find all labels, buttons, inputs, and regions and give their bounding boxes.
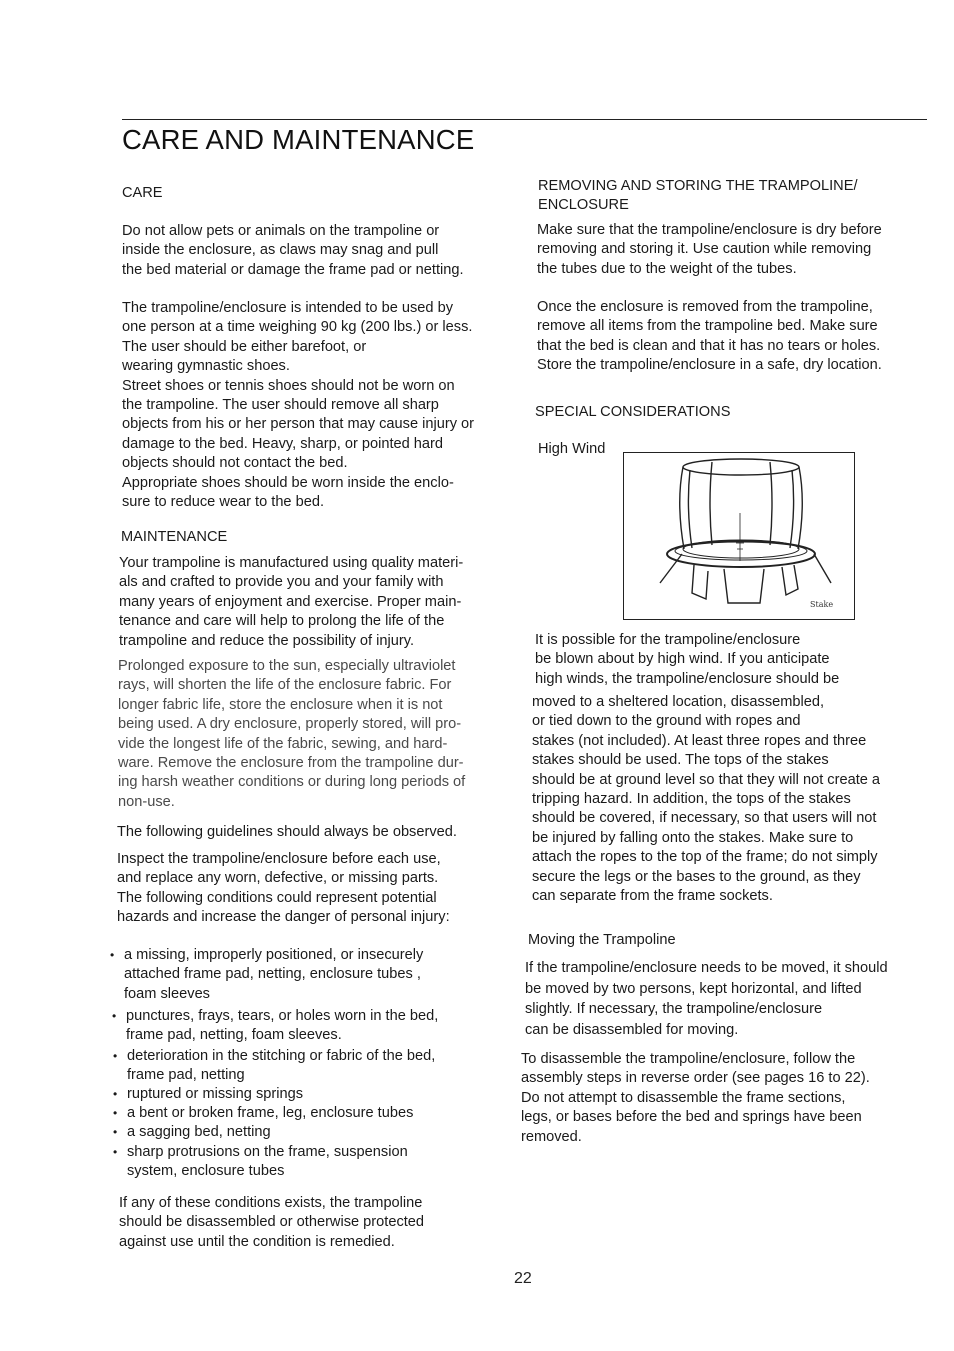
hazard-list-item: • punctures, frays, tears, or holes worn in the bed, frame pad, netting, foam sleeves. — [126, 1007, 438, 1046]
moving-heading: Moving the Trampoline — [528, 932, 676, 948]
maintenance-heading: MAINTENANCE — [121, 529, 228, 545]
wind-paragraph-2: moved to a sheltered location, disassembled, or tied down to the ground with ropes and stakes (not included). At least three ropes and three stakes should be used. The tops of the stakes should be at ground level so that they will not create a tripping hazard. In addition, the tops of the stakes should be covered, if necessary, so that users will not be injured by falling onto the stakes. Make sure to attach the ropes to the top of the frame; do not simply secure the legs or the bases to the ground, as they can separate from the frame sockets. — [532, 694, 881, 905]
page-title: CARE AND MAINTENANCE — [122, 124, 475, 155]
page-number: 22 — [514, 1270, 532, 1287]
care-paragraph-1: Do not allow pets or animals on the trampoline or inside the enclosure, as claws may snag and pull the bed material or damage the frame pad or netting. — [122, 223, 464, 278]
maintenance-paragraph-1: Your trampoline is manufactured using quality materi- als and crafted to provide you and your family with many years of enjoyment and exercise. Proper main- tenance and care will help to prolong the life of the trampoline and reduce the possibility of injury. — [119, 555, 464, 649]
hazard-list-item: • a sagging bed, netting — [127, 1123, 271, 1142]
trampoline-illustration — [624, 453, 853, 618]
hazard-list-item: • deterioration in the stitching or fabric of the bed, frame pad, netting — [127, 1047, 435, 1086]
maintenance-paragraph-2: Prolonged exposure to the sun, especially ultraviolet rays, will shorten the life of the enclosure fabric. For longer fabric life, store the enclosure when it is not being used. A dry enclosure, properly stored, will pro- vide the longest life of the fabric, sewing, and hard- ware. Remove the enclosure from the trampoline dur- ing harsh weather conditions or during long periods of non-use. — [118, 658, 466, 810]
maintenance-paragraph-4: Inspect the trampoline/enclosure before each use, and replace any worn, defective, or missing parts. The following conditions could represent potential hazards and increase the danger of personal injury: — [117, 851, 450, 926]
hazard-list-item: • a missing, improperly positioned, or insecurely attached frame pad, netting, enclosure tubes , foam sleeves — [124, 946, 423, 1004]
stake-label: Stake — [810, 600, 834, 609]
care-heading: CARE — [122, 185, 163, 201]
care-paragraph-2: The trampoline/enclosure is intended to be used by one person at a time weighing 90 kg (200 lbs.) or less. The user should be either barefoot, or wearing gymnastic shoes. Street shoes or tennis shoes should not be worn on the trampoline. The user should remove all sharp objects from his or her person that may cause injury or damage to the bed. Heavy, sharp, or pointed hard objects should not contact the bed. Appropriate shoes should be worn inside the enclo- sure to reduce wear to the bed. — [122, 300, 475, 511]
removing-paragraph-2: Once the enclosure is removed from the trampoline, remove all items from the trampoline bed. Make sure that the bed is clean and that it has no tears or holes. Store the trampoline/enclosure in a safe, dry location. — [537, 299, 882, 374]
removing-paragraph-1: Make sure that the trampoline/enclosure is dry before removing and storing it. Use caution while removing the tubes due to the weight of the tubes. — [537, 222, 882, 277]
high-wind-label: High Wind — [538, 441, 606, 457]
wind-paragraph-1: It is possible for the trampoline/enclosure be blown about by high wind. If you anticipate high winds, the trampoline/enclosure should be — [535, 632, 840, 687]
hazard-list-item: • a bent or broken frame, leg, enclosure tubes — [127, 1104, 413, 1123]
moving-paragraph-2: To disassemble the trampoline/enclosure, follow the assembly steps in reverse order (see pages 16 to 22). Do not attempt to disassemble the frame sections, legs, or bases before the bed and springs have been removed. — [521, 1051, 870, 1145]
special-considerations-heading: SPECIAL CONSIDERATIONS — [535, 404, 731, 420]
hazard-list-item: • sharp protrusions on the frame, suspension system, enclosure tubes — [127, 1143, 408, 1182]
maintenance-paragraph-5: If any of these conditions exists, the trampoline should be disassembled or otherwise protected against use until the condition is remedied. — [119, 1195, 425, 1250]
moving-paragraph-1: If the trampoline/enclosure needs to be moved, it should be moved by two persons, kept horizontal, and lifted slightly. If necessary, the trampoline/enclosure can be disassembled for moving. — [525, 960, 888, 1038]
header-rule — [122, 119, 927, 120]
maintenance-paragraph-3: The following guidelines should always be observed. — [117, 824, 457, 840]
trampoline-stake-figure — [623, 452, 855, 620]
hazard-list-item: • ruptured or missing springs — [127, 1085, 303, 1104]
removing-heading: REMOVING AND STORING THE TRAMPOLINE/ ENCLOSURE — [538, 178, 858, 214]
